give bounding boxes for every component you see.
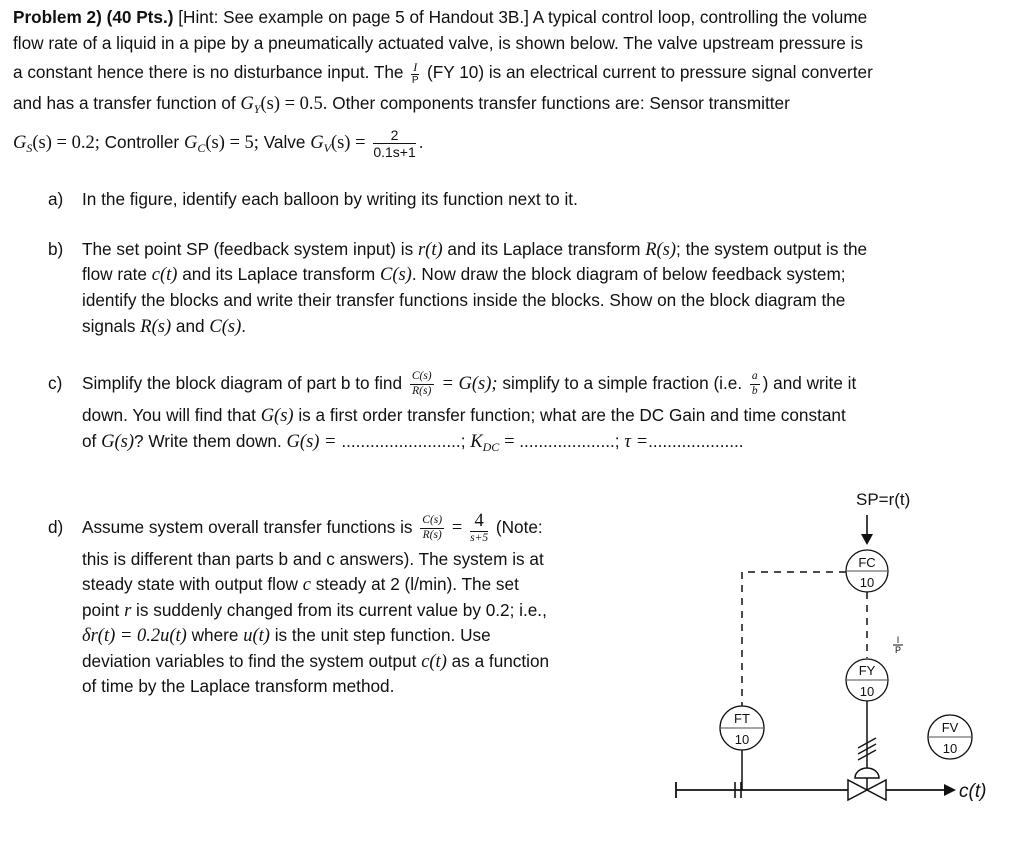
part-d-line-5: δr(t) = 0.2u(t) where u(t) is the unit step function. Use (82, 625, 491, 646)
a-over-b-fraction: $\frac{a}{b}$ (751, 370, 758, 397)
c-over-r-fraction: $\frac{C(s)}{R(s)}$ (411, 370, 432, 397)
answer-blank-tau: .................... (648, 431, 744, 451)
part-d-label: d) (48, 517, 64, 537)
part-c-line-2: down. You will find that G(s) is a first order transfer function; what are the DC Gain and time constant (82, 405, 846, 426)
fv-tag: FV (941, 720, 959, 735)
part-d-line-1: Assume system overall transfer functions is $\frac{C(s)}{R(s)}$ = $\frac{4}{s+5}$ (Note: (82, 510, 543, 545)
problem-transfer-functions-line: $G_S(s) = 0.2$; Controller $G_C(s) = 5$; Valve $G_V(s)$ = $\frac{2}{0.1s+1}$ . (13, 126, 424, 160)
part-b-line-2: flow rate c(t) and its Laplace transform C(s). Now draw the block diagram of below feedback system; (82, 264, 846, 285)
setpoint-arrowhead (861, 534, 873, 545)
part-d-line-2: this is different than parts b and c answers). The system is at (82, 549, 544, 569)
valve-body-right (867, 780, 886, 800)
part-b-line-3: identify the blocks and write their transfer functions inside the blocks. Show on the block diagram the (82, 290, 846, 310)
output-flow-label: c(t) (959, 781, 987, 802)
problem-intro-line-1: Problem 2) (40 Pts.) [Hint: See example on page 5 of Handout 3B.] A typical control loop, controlling the volume (13, 7, 868, 27)
fy-number: 10 (859, 684, 875, 699)
part-a-label: a) (48, 189, 64, 209)
problem-title: Problem 2) (40 Pts.) (13, 7, 174, 27)
part-b-line-4: signals R(s) and C(s). (82, 316, 247, 337)
problem-intro-line-4: and has a transfer function of $G_Y(s) = 0.5$. Other components transfer functions are: Sensor transmitter (13, 93, 790, 116)
problem-intro-line-3: a constant hence there is no disturbance input. The $\frac{I}{P}$ (FY 10) is an electrical current to pressure signal converter (13, 60, 873, 86)
part-b-line-1: The set point SP (feedback system input) is r(t) and its Laplace transform R(s); the system output is the (82, 239, 868, 260)
part-d-line-7: of time by the Laplace transform method. (82, 676, 395, 696)
ft-tag: FT (734, 711, 750, 726)
problem-intro-line-2: flow rate of a liquid in a pipe by a pneumatically actuated valve, is shown below. The valve upstream pressure is (13, 33, 863, 53)
part-c-label: c) (48, 373, 63, 393)
part-d-line-3: steady state with output flow c steady at 2 (l/min). The set (82, 574, 519, 595)
fy-tag: FY (858, 663, 876, 678)
outlet-arrowhead (944, 784, 956, 796)
ip-symbol-i: I (896, 635, 900, 645)
part-b-label: b) (48, 239, 64, 259)
ip-fraction: $\frac{I}{P}$ (411, 60, 419, 86)
d-c-over-r-fraction: $\frac{C(s)}{R(s)}$ (422, 514, 443, 541)
answer-blank-gs: .........................; (341, 431, 466, 451)
fc-tag: FC (858, 555, 876, 570)
valve-body-left (848, 780, 867, 800)
ft-number: 10 (734, 732, 750, 747)
part-c-line-3: of G(s)? Write them down. G(s) = .........................; $K_{DC}$ = ....................; τ =.................... (82, 431, 744, 454)
fv-number: 10 (942, 741, 958, 756)
part-c-line-1: Simplify the block diagram of part b to find $\frac{C(s)}{R(s)}$ = G(s); simplify to a simple fraction (i.e. $\frac{a}{b}$ ) and write it (82, 370, 857, 397)
part-a-text: In the figure, identify each balloon by writing its function next to it. (82, 189, 578, 209)
part-d-line-4: point r is suddenly changed from its current value by 0.2; i.e., (82, 600, 547, 621)
valve-actuator (855, 768, 879, 778)
answer-blank-kdc: ....................; (519, 431, 620, 451)
fc-number: 10 (859, 575, 875, 590)
setpoint-label: SP=r(t) (856, 490, 911, 509)
ip-symbol-p: P (894, 645, 902, 655)
valve-tf-fraction: $\frac{2}{0.1s+1}$ (373, 126, 416, 160)
part-d-line-6: deviation variables to find the system output c(t) as a function (82, 651, 550, 672)
d-tf-fraction: $\frac{4}{s+5}$ (470, 510, 489, 545)
